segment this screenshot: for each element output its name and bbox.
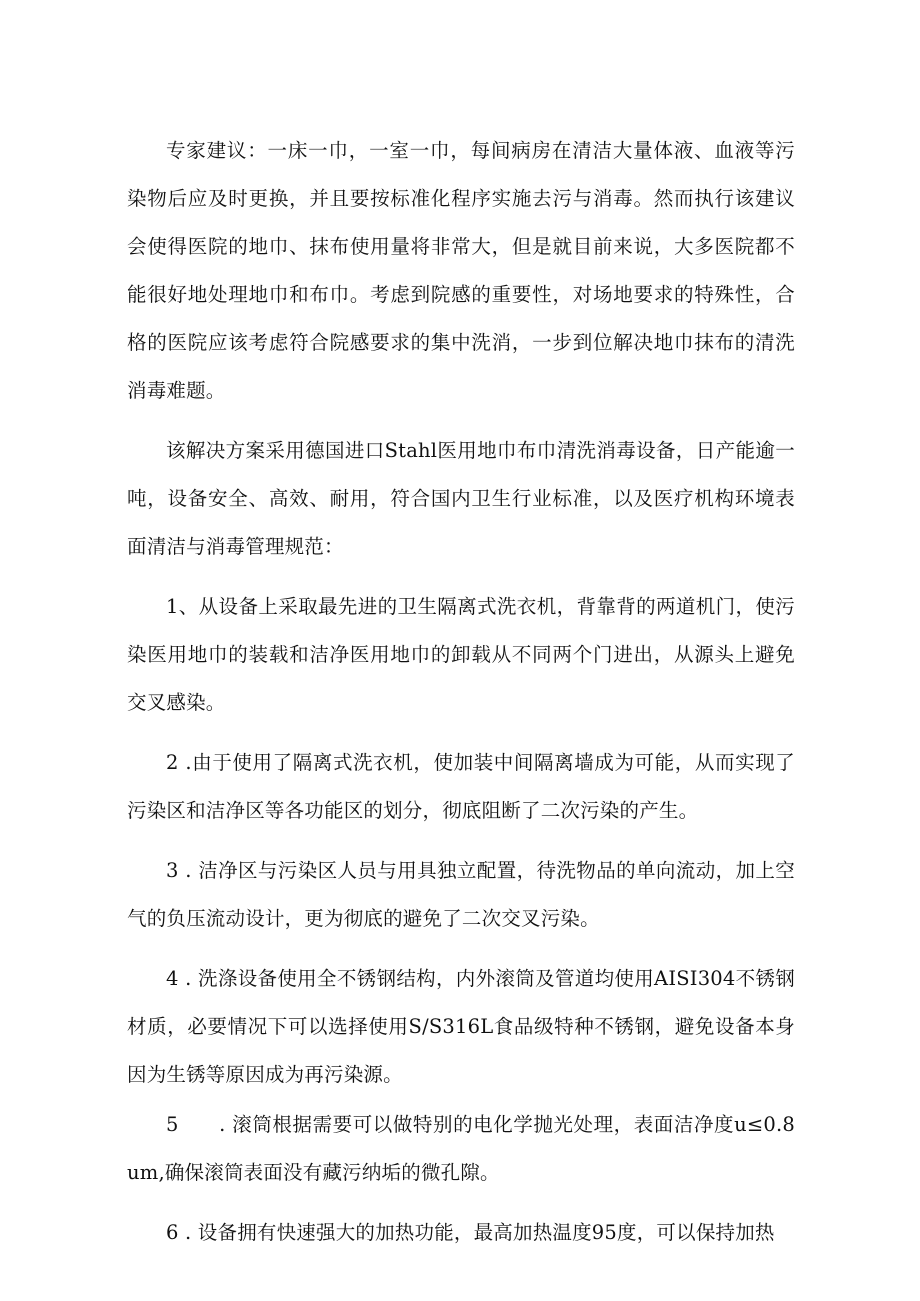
paragraph-expert-advice: 专家建议：一床一巾，一室一巾，每间病房在清洁大量体液、血液等污染物后应及时更换，并且要按标准化程序实施去污与消毒。然而执行该建议会使得医院的地巾、抹布使用量将非常大，但是就目前来说，大多医院都不能很好地处理地巾和布巾。考虑到院感的重要性，对场地要求的特殊性，合格的医院应该考虑符合院感要求的集中洗消，一步到位解决地巾抹布的清洗消毒难题。 (127, 139, 795, 402)
paragraph-item-5: 5 . 滚筒根据需要可以做特别的电化学抛光处理，表面洁净度u≤0.8um,确保滚筒表面没有藏污纳垢的微孔隙。 (127, 1113, 795, 1184)
paragraph-item-4: 4 . 洗涤设备使用全不锈钢结构，内外滚筒及管道均使用AISI304不锈钢材质，必要情况下可以选择使用S/S316L食品级特种不锈钢，避免设备本身因为生锈等原因成为再污染源。 (127, 967, 795, 1086)
paragraph-item-1: 1、从设备上采取最先进的卫生隔离式洗衣机，背靠背的两道机门，使污染医用地巾的装载和洁净医用地巾的卸载从不同两个门进出，从源头上避免交叉感染。 (127, 595, 795, 714)
paragraph-solution-overview: 该解决方案采用德国进口Stahl医用地巾布巾清洗消毒设备，日产能逾一吨，设备安全、高效、耐用，符合国内卫生行业标准，以及医疗机构环境表面清洁与消毒管理规范： (127, 439, 795, 558)
paragraph-item-6: 6 . 设备拥有快速强大的加热功能，最高加热温度95度，可以保持加热 (166, 1221, 775, 1244)
document-body (127, 127, 795, 1257)
paragraph-item-3: 3 . 洁净区与污染区人员与用具独立配置，待洗物品的单向流动，加上空气的负压流动设计，更为彻底的避免了二次交叉污染。 (127, 859, 795, 930)
paragraph-item-2: 2 .由于使用了隔离式洗衣机，使加装中间隔离墙成为可能，从而实现了污染区和洁净区等各功能区的划分，彻底阻断了二次污染的产生。 (127, 751, 795, 822)
